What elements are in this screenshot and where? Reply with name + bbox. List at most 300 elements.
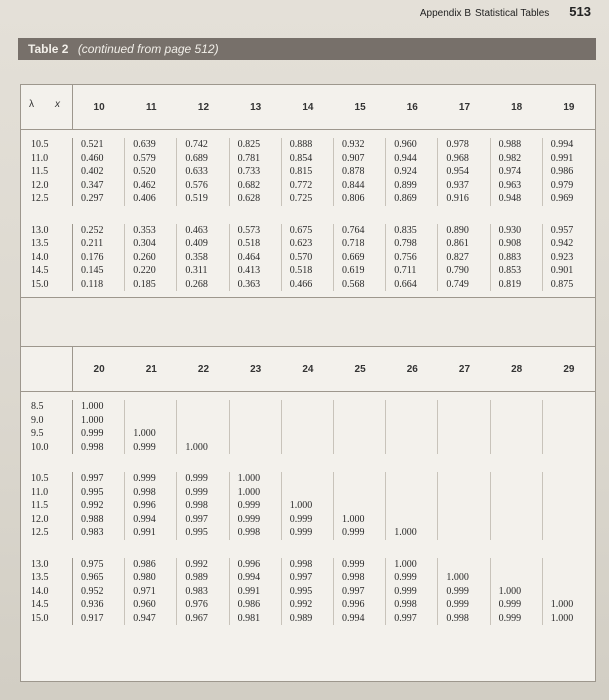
column-header-x: 18 bbox=[511, 101, 523, 113]
column-header-x: 17 bbox=[458, 101, 471, 113]
probability-cell: 0.992 bbox=[185, 558, 208, 570]
probability-cell: 0.954 bbox=[446, 166, 469, 177]
probability-cell: 0.995 bbox=[185, 527, 208, 538]
probability-cell: 1.000 bbox=[342, 513, 365, 525]
lambda-column bbox=[21, 138, 73, 206]
probability-cell: 0.960 bbox=[133, 599, 156, 610]
probability-cell: 0.815 bbox=[289, 166, 313, 177]
probability-cell: 0.675 bbox=[289, 224, 313, 236]
probability-cell: 0.623 bbox=[289, 238, 313, 249]
probability-cell: 0.986 bbox=[237, 599, 261, 610]
probability-cell: 0.971 bbox=[133, 585, 156, 597]
probability-cell: 0.861 bbox=[446, 238, 469, 249]
value-column bbox=[491, 400, 543, 454]
probability-cell bbox=[238, 414, 281, 428]
probability-cell: 0.997 bbox=[185, 513, 208, 525]
probability-cell: 0.917 bbox=[81, 612, 104, 624]
probability-cell bbox=[290, 472, 333, 486]
probability-cell: 0.790 bbox=[446, 265, 469, 276]
probability-cell: 0.619 bbox=[342, 265, 365, 276]
column-header-x: 27 bbox=[458, 363, 471, 375]
probability-cell: 0.664 bbox=[394, 278, 417, 290]
probability-cell: 1.000 bbox=[550, 599, 574, 610]
probability-cell: 0.854 bbox=[289, 152, 313, 164]
probability-cell: 0.252 bbox=[81, 224, 104, 236]
probability-cell: 1.000 bbox=[81, 401, 104, 412]
lambda-value: 10.5 bbox=[31, 139, 49, 150]
row-group bbox=[21, 550, 595, 632]
probability-cell bbox=[238, 400, 281, 414]
probability-cell: 0.930 bbox=[498, 224, 522, 236]
lambda-value: 8.5 bbox=[31, 401, 44, 412]
probability-cell: 0.908 bbox=[498, 238, 522, 249]
value-column bbox=[334, 224, 386, 292]
probability-cell: 0.718 bbox=[342, 238, 365, 249]
probability-cell: 0.978 bbox=[446, 139, 469, 150]
probability-cell bbox=[446, 526, 489, 540]
probability-cell: 0.304 bbox=[133, 238, 156, 249]
value-column bbox=[282, 400, 334, 454]
probability-cell: 0.689 bbox=[185, 152, 208, 164]
probability-cell: 0.974 bbox=[498, 166, 522, 177]
value-column bbox=[386, 400, 438, 454]
probability-cell bbox=[446, 486, 489, 500]
probability-cell: 0.999 bbox=[237, 513, 261, 525]
value-column bbox=[334, 558, 386, 626]
probability-cell: 0.989 bbox=[289, 612, 313, 624]
lambda-value: 15.0 bbox=[31, 612, 49, 624]
probability-cell: 0.999 bbox=[133, 441, 156, 453]
lambda-value: 11.0 bbox=[31, 486, 49, 498]
column-header-x: 14 bbox=[302, 101, 314, 113]
probability-cell bbox=[394, 414, 437, 428]
value-column bbox=[125, 472, 177, 540]
value-column bbox=[125, 558, 177, 626]
probability-cell: 1.000 bbox=[133, 428, 156, 439]
value-column bbox=[177, 224, 229, 292]
probability-cell: 0.948 bbox=[498, 193, 522, 204]
probability-cell bbox=[499, 427, 542, 441]
probability-cell bbox=[446, 441, 489, 455]
value-column bbox=[177, 400, 229, 454]
probability-cell: 0.952 bbox=[81, 585, 104, 597]
value-column bbox=[282, 138, 334, 206]
column-header-x: 19 bbox=[563, 101, 575, 113]
probability-cell: 0.825 bbox=[237, 139, 261, 150]
probability-cell: 0.996 bbox=[237, 558, 261, 570]
probability-cell: 0.798 bbox=[394, 238, 417, 249]
value-column bbox=[282, 558, 334, 626]
probability-cell: 0.176 bbox=[81, 251, 104, 263]
probability-cell bbox=[499, 513, 542, 527]
probability-cell bbox=[342, 414, 385, 428]
probability-cell: 0.998 bbox=[342, 572, 365, 583]
probability-cell: 0.957 bbox=[550, 224, 574, 236]
table-label: Table 2 bbox=[28, 42, 69, 56]
value-column bbox=[334, 138, 386, 206]
probability-cell: 0.260 bbox=[133, 251, 156, 263]
probability-cell: 0.579 bbox=[133, 152, 156, 164]
probability-cell bbox=[446, 472, 489, 486]
probability-cell: 0.998 bbox=[133, 486, 156, 498]
probability-cell bbox=[446, 513, 489, 527]
probability-cell: 1.000 bbox=[498, 585, 522, 597]
probability-cell: 0.875 bbox=[550, 278, 574, 290]
probability-cell bbox=[290, 414, 333, 428]
probability-cell: 0.999 bbox=[446, 585, 469, 597]
value-column bbox=[230, 138, 282, 206]
probability-cell: 0.311 bbox=[185, 265, 208, 276]
lambda-column bbox=[21, 472, 73, 540]
probability-cell: 0.999 bbox=[185, 473, 208, 484]
probability-cell bbox=[342, 472, 385, 486]
probability-cell bbox=[394, 400, 437, 414]
probability-cell bbox=[446, 400, 489, 414]
lambda-value: 9.5 bbox=[31, 428, 44, 439]
probability-cell: 0.998 bbox=[394, 599, 417, 610]
probability-cell: 0.742 bbox=[185, 139, 208, 150]
table-bottom-section bbox=[21, 347, 595, 631]
section-separator bbox=[21, 297, 595, 347]
probability-cell: 0.118 bbox=[81, 278, 104, 290]
probability-cell: 0.942 bbox=[550, 238, 574, 249]
lambda-column bbox=[21, 224, 73, 292]
probability-cell bbox=[394, 499, 437, 513]
value-column bbox=[73, 224, 125, 292]
probability-cell: 0.520 bbox=[133, 166, 156, 177]
probability-cell bbox=[342, 400, 385, 414]
column-header-x: 20 bbox=[93, 363, 105, 375]
probability-cell bbox=[499, 441, 542, 455]
value-column bbox=[491, 472, 543, 540]
lambda-value: 11.5 bbox=[31, 500, 49, 511]
probability-cell: 0.781 bbox=[237, 152, 261, 164]
probability-cell: 0.976 bbox=[185, 599, 208, 610]
probability-cell: 0.988 bbox=[498, 139, 522, 150]
probability-cell: 0.519 bbox=[185, 193, 208, 204]
probability-cell: 0.965 bbox=[81, 572, 104, 583]
probability-cell: 0.991 bbox=[133, 527, 156, 538]
column-header-x: 25 bbox=[354, 363, 366, 375]
probability-cell: 0.756 bbox=[394, 251, 417, 263]
probability-cell: 0.901 bbox=[550, 265, 574, 276]
probability-cell: 0.983 bbox=[185, 585, 208, 597]
lambda-value: 10.0 bbox=[31, 441, 49, 453]
probability-cell: 0.999 bbox=[394, 572, 417, 583]
probability-cell: 0.145 bbox=[81, 265, 104, 276]
column-header-x: 26 bbox=[406, 363, 418, 375]
probability-cell: 0.568 bbox=[342, 278, 365, 290]
probability-cell: 0.185 bbox=[133, 278, 156, 290]
probability-cell: 0.883 bbox=[498, 251, 522, 263]
probability-cell bbox=[499, 486, 542, 500]
probability-cell: 0.991 bbox=[237, 585, 261, 597]
header-corner bbox=[21, 347, 73, 391]
value-column bbox=[125, 400, 177, 454]
value-column bbox=[177, 558, 229, 626]
value-column bbox=[125, 224, 177, 292]
probability-cell: 0.466 bbox=[289, 278, 313, 290]
lambda-value: 12.5 bbox=[31, 527, 49, 538]
poisson-table bbox=[20, 84, 596, 682]
probability-cell bbox=[499, 571, 542, 585]
probability-cell: 0.413 bbox=[237, 265, 261, 276]
probability-cell: 0.682 bbox=[237, 179, 261, 191]
column-header-x: 13 bbox=[250, 101, 262, 113]
probability-cell: 0.937 bbox=[446, 179, 469, 191]
table-top-section bbox=[21, 85, 595, 297]
probability-cell: 0.968 bbox=[446, 152, 469, 164]
value-column bbox=[543, 400, 595, 454]
probability-cell bbox=[446, 499, 489, 513]
value-column bbox=[386, 558, 438, 626]
probability-cell bbox=[499, 414, 542, 428]
lambda-value: 12.0 bbox=[31, 179, 49, 191]
value-column bbox=[73, 400, 125, 454]
probability-cell bbox=[238, 427, 281, 441]
lambda-value: 12.0 bbox=[31, 513, 49, 525]
column-header-x: 22 bbox=[197, 363, 210, 375]
value-column bbox=[543, 138, 595, 206]
probability-cell: 0.916 bbox=[446, 193, 469, 204]
column-header-x: 21 bbox=[145, 363, 157, 375]
probability-cell bbox=[499, 472, 542, 486]
probability-cell: 0.999 bbox=[81, 428, 104, 439]
probability-cell: 0.980 bbox=[133, 572, 156, 583]
value-column bbox=[543, 472, 595, 540]
probability-cell bbox=[394, 513, 437, 527]
lambda-symbol: λ bbox=[29, 99, 34, 110]
value-column bbox=[282, 472, 334, 540]
probability-cell: 0.967 bbox=[185, 612, 208, 624]
lambda-column bbox=[21, 400, 73, 454]
probability-cell bbox=[551, 571, 595, 585]
probability-cell: 0.907 bbox=[342, 152, 365, 164]
probability-cell bbox=[551, 486, 595, 500]
probability-cell: 0.992 bbox=[81, 500, 104, 511]
probability-cell: 0.869 bbox=[394, 193, 417, 204]
probability-cell: 0.888 bbox=[289, 139, 313, 150]
lambda-value: 14.0 bbox=[31, 251, 49, 263]
probability-cell: 0.518 bbox=[289, 265, 313, 276]
probability-cell: 0.347 bbox=[81, 179, 104, 191]
probability-cell: 0.960 bbox=[394, 139, 417, 150]
table-title-bar bbox=[18, 38, 596, 60]
probability-cell: 1.000 bbox=[289, 500, 313, 511]
lambda-value: 13.0 bbox=[31, 224, 49, 236]
probability-cell: 0.268 bbox=[185, 278, 208, 290]
probability-cell: 0.994 bbox=[342, 612, 365, 624]
probability-cell bbox=[551, 558, 595, 572]
probability-cell bbox=[133, 400, 176, 414]
probability-cell: 0.890 bbox=[446, 224, 469, 236]
probability-cell: 0.999 bbox=[237, 500, 261, 511]
probability-cell: 0.409 bbox=[185, 238, 208, 249]
value-column bbox=[230, 400, 282, 454]
probability-cell: 0.936 bbox=[81, 599, 104, 610]
value-column bbox=[491, 138, 543, 206]
probability-cell: 0.669 bbox=[342, 251, 365, 263]
column-header-row bbox=[21, 347, 595, 392]
probability-cell: 0.999 bbox=[289, 513, 313, 525]
probability-cell: 0.999 bbox=[342, 558, 365, 570]
probability-cell: 0.999 bbox=[394, 585, 417, 597]
probability-cell bbox=[290, 427, 333, 441]
value-column bbox=[386, 224, 438, 292]
value-column bbox=[543, 224, 595, 292]
column-header-x: 16 bbox=[406, 101, 418, 113]
value-column bbox=[438, 558, 490, 626]
value-column bbox=[491, 224, 543, 292]
probability-cell: 0.997 bbox=[81, 473, 104, 484]
probability-cell: 0.211 bbox=[81, 238, 104, 249]
probability-cell: 0.899 bbox=[394, 179, 417, 191]
probability-cell: 0.982 bbox=[498, 152, 522, 164]
probability-cell bbox=[551, 400, 595, 414]
probability-cell: 0.997 bbox=[289, 572, 313, 583]
probability-cell: 0.518 bbox=[237, 238, 261, 249]
probability-cell: 1.000 bbox=[185, 441, 208, 453]
probability-cell: 0.999 bbox=[498, 612, 522, 624]
probability-cell: 0.994 bbox=[237, 572, 261, 583]
probability-cell: 0.570 bbox=[289, 251, 313, 263]
probability-cell bbox=[446, 427, 489, 441]
column-header-x: 15 bbox=[354, 101, 366, 113]
probability-cell bbox=[394, 472, 437, 486]
probability-cell: 0.835 bbox=[394, 224, 417, 236]
probability-cell: 0.992 bbox=[289, 599, 313, 610]
probability-cell bbox=[290, 486, 333, 500]
lambda-value: 13.0 bbox=[31, 558, 49, 570]
probability-cell: 0.220 bbox=[133, 265, 156, 276]
value-column bbox=[543, 558, 595, 626]
column-header-x: 11 bbox=[146, 101, 157, 113]
lambda-value: 14.5 bbox=[31, 599, 49, 610]
page-number: 513 bbox=[569, 4, 591, 19]
value-column bbox=[230, 472, 282, 540]
lambda-value: 9.0 bbox=[31, 414, 44, 426]
probability-cell: 0.573 bbox=[237, 224, 261, 236]
lambda-value: 14.5 bbox=[31, 265, 49, 276]
lambda-value: 11.0 bbox=[31, 152, 49, 164]
probability-cell bbox=[185, 414, 228, 428]
probability-cell: 0.628 bbox=[237, 193, 261, 204]
probability-cell bbox=[394, 427, 437, 441]
value-column bbox=[334, 472, 386, 540]
probability-cell: 0.819 bbox=[498, 278, 522, 290]
probability-cell: 1.000 bbox=[550, 612, 574, 624]
probability-cell: 0.999 bbox=[289, 527, 313, 538]
probability-cell: 0.999 bbox=[342, 527, 365, 538]
column-header-x: 28 bbox=[511, 363, 523, 375]
row-group bbox=[21, 216, 595, 298]
probability-cell bbox=[238, 441, 281, 455]
probability-cell: 1.000 bbox=[394, 558, 417, 570]
probability-cell: 0.932 bbox=[342, 139, 365, 150]
probability-cell: 0.725 bbox=[289, 193, 313, 204]
value-column bbox=[282, 224, 334, 292]
probability-cell: 0.406 bbox=[133, 193, 156, 204]
probability-cell bbox=[185, 427, 228, 441]
probability-cell: 0.994 bbox=[550, 139, 574, 150]
probability-cell bbox=[551, 427, 595, 441]
value-column bbox=[438, 400, 490, 454]
probability-cell: 0.997 bbox=[342, 585, 365, 597]
value-column bbox=[177, 138, 229, 206]
probability-cell: 0.733 bbox=[237, 166, 261, 177]
lambda-value: 12.5 bbox=[31, 193, 49, 204]
probability-cell: 0.975 bbox=[81, 558, 104, 570]
probability-cell: 0.402 bbox=[81, 166, 104, 177]
probability-cell bbox=[551, 499, 595, 513]
probability-cell bbox=[551, 441, 595, 455]
probability-cell: 0.749 bbox=[446, 278, 469, 290]
probability-cell: 0.963 bbox=[498, 179, 522, 191]
probability-cell: 1.000 bbox=[237, 486, 261, 498]
probability-cell bbox=[499, 400, 542, 414]
probability-cell: 1.000 bbox=[237, 473, 261, 484]
probability-cell bbox=[290, 400, 333, 414]
table-caption: (continued from page 512) bbox=[77, 42, 219, 56]
value-column bbox=[230, 558, 282, 626]
probability-cell: 0.711 bbox=[394, 265, 417, 276]
probability-cell: 0.989 bbox=[185, 572, 208, 583]
probability-cell bbox=[290, 441, 333, 455]
value-column bbox=[386, 472, 438, 540]
probability-cell: 0.986 bbox=[133, 558, 156, 570]
probability-cell bbox=[551, 472, 595, 486]
probability-cell: 0.996 bbox=[342, 599, 365, 610]
probability-cell: 0.923 bbox=[550, 251, 574, 263]
lambda-value: 11.5 bbox=[31, 166, 49, 177]
probability-cell: 0.772 bbox=[289, 179, 313, 191]
probability-cell: 0.998 bbox=[446, 612, 469, 624]
probability-cell: 1.000 bbox=[394, 527, 417, 538]
value-column bbox=[73, 558, 125, 626]
lambda-value: 14.0 bbox=[31, 585, 49, 597]
probability-cell bbox=[499, 526, 542, 540]
probability-cell: 0.991 bbox=[550, 152, 574, 164]
probability-cell: 0.999 bbox=[133, 473, 156, 484]
probability-cell bbox=[446, 414, 489, 428]
probability-cell bbox=[499, 558, 542, 572]
probability-cell: 0.999 bbox=[446, 599, 469, 610]
probability-cell bbox=[342, 486, 385, 500]
probability-cell: 0.947 bbox=[133, 612, 156, 624]
probability-cell: 0.979 bbox=[550, 179, 574, 191]
value-column bbox=[73, 472, 125, 540]
probability-cell: 0.997 bbox=[394, 612, 417, 624]
probability-cell: 0.983 bbox=[81, 527, 104, 538]
probability-cell bbox=[446, 558, 489, 572]
probability-cell bbox=[551, 526, 595, 540]
row-group bbox=[21, 392, 595, 460]
row-group bbox=[21, 130, 595, 212]
probability-cell: 0.462 bbox=[133, 179, 156, 191]
value-column bbox=[438, 472, 490, 540]
probability-cell: 0.981 bbox=[237, 612, 261, 624]
probability-cell bbox=[499, 499, 542, 513]
probability-cell bbox=[551, 414, 595, 428]
probability-cell: 1.000 bbox=[81, 414, 104, 426]
probability-cell bbox=[342, 427, 385, 441]
probability-cell: 0.995 bbox=[81, 486, 104, 498]
column-header-x: 29 bbox=[563, 363, 575, 375]
value-column bbox=[386, 138, 438, 206]
column-header-x: 10 bbox=[93, 101, 105, 113]
probability-cell: 0.944 bbox=[394, 152, 417, 164]
probability-cell: 0.998 bbox=[81, 441, 104, 453]
